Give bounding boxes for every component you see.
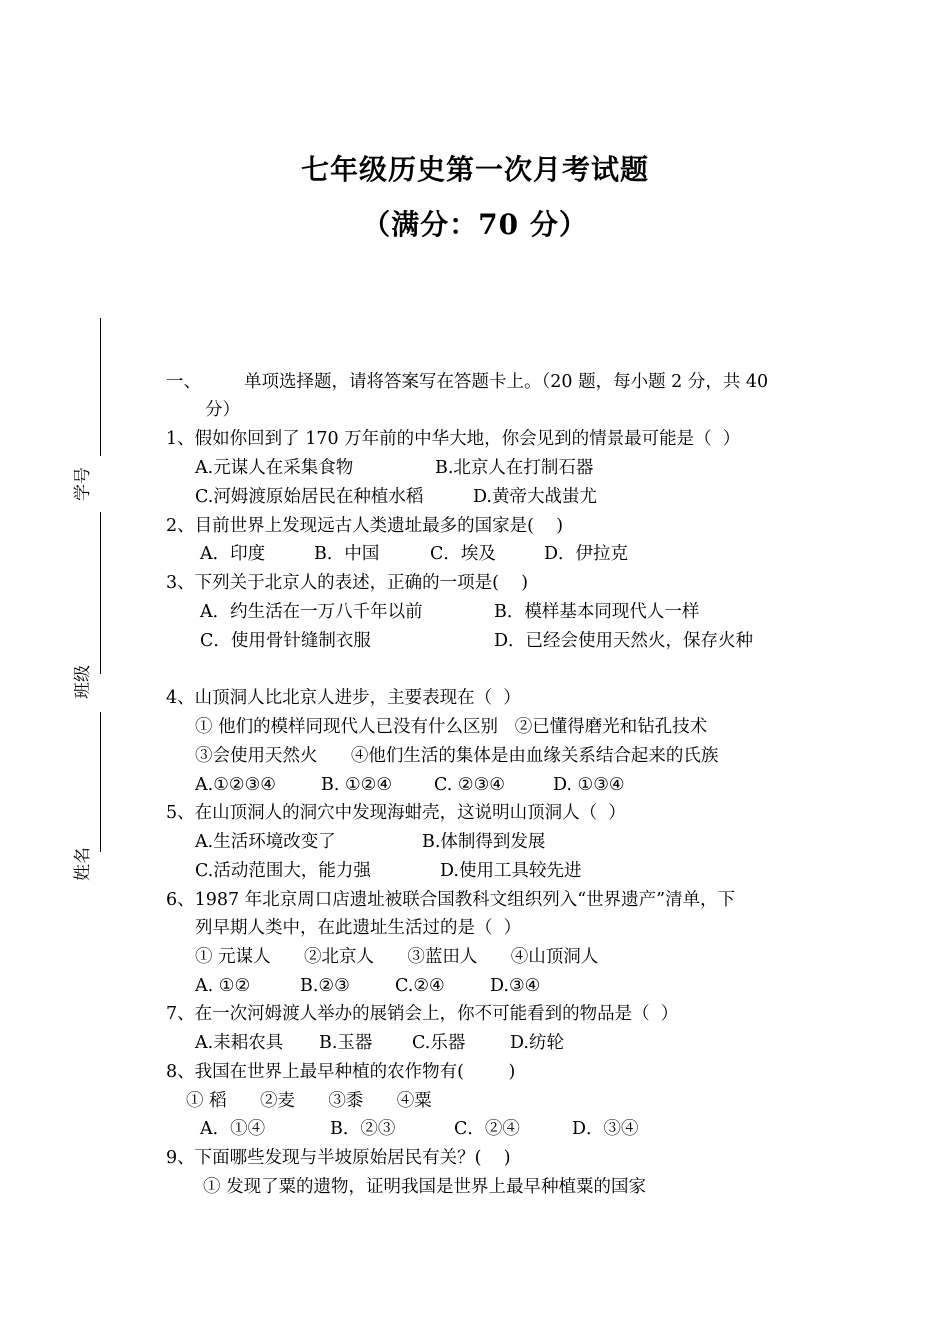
page-subtitle: （满分：70 分）: [362, 208, 588, 241]
option-c: C．②④: [454, 1119, 520, 1139]
option-c: C．埃及: [430, 544, 496, 564]
option-b: B.玉器: [319, 1033, 373, 1053]
option-a: A．印度: [200, 544, 266, 564]
option-b: B.体制得到发展: [422, 832, 546, 852]
option-a: A.耒耜农具: [195, 1033, 284, 1053]
section-number: 一、: [166, 372, 201, 392]
option-a: A.元谋人在采集食物: [195, 458, 354, 478]
name-line: [100, 712, 101, 852]
student-id-label: 学号: [73, 467, 93, 501]
option-b: B．模样基本同现代人一样: [494, 602, 700, 622]
option-a: A．①④: [200, 1119, 266, 1139]
option-d: D. ①③④: [553, 775, 625, 795]
question-item: ① 元谋人 ②北京人 ③蓝田人 ④山顶洞人: [195, 947, 599, 967]
question-stem: 4、山顶洞人比北京人进步，主要表现在（ ）: [166, 688, 521, 708]
option-c: C. ②③④: [434, 775, 505, 795]
class-line: [100, 512, 101, 674]
option-c: C.活动范围大，能力强: [195, 861, 371, 881]
option-d: D.纺轮: [510, 1033, 564, 1053]
section-heading: 单项选择题，请将答案写在答题卡上。（20 题，每小题 2 分，共 40: [244, 372, 769, 392]
question-stem: 5、在山顶洞人的洞穴中发现海蚶壳，这说明山顶洞人（ ）: [166, 803, 626, 823]
option-c: C．使用骨针缝制衣服: [200, 631, 371, 651]
option-b: B．②③: [330, 1119, 396, 1139]
question-stem: 3、下列关于北京人的表述，正确的一项是( ): [166, 573, 529, 593]
question-stem: 1、假如你回到了 170 万年前的中华大地，你会见到的情景最可能是（ ）: [166, 429, 741, 449]
option-b: B.北京人在打制石器: [435, 458, 594, 478]
option-d: D.黄帝大战蚩尤: [473, 487, 597, 507]
option-d: D．③④: [572, 1119, 639, 1139]
option-c: C.②④: [395, 976, 445, 996]
question-item: ① 发现了粟的遗物，证明我国是世界上最早种植粟的国家: [203, 1177, 647, 1197]
option-b: B. ①②④: [321, 775, 393, 795]
question-item: ① 稻 ②麦 ③黍 ④粟: [186, 1091, 432, 1111]
question-item: ③会使用天然火 ④他们生活的集体是由血缘关系结合起来的氏族: [195, 746, 719, 766]
option-a: A.①②③④: [195, 775, 276, 795]
question-stem: 6、1987 年北京周口店遗址被联合国教科文组织列入“世界遗产”清单，下: [166, 890, 736, 910]
option-a: A.生活环境改变了: [195, 832, 336, 852]
option-a: A. ①②: [195, 976, 251, 996]
question-stem: 9、下面哪些发现与半坡原始居民有关？( ): [166, 1148, 511, 1168]
question-stem: 7、在一次河姆渡人举办的展销会上，你不可能看到的物品是（ ）: [166, 1004, 679, 1024]
section-heading-cont: 分）: [205, 400, 240, 420]
option-a: A．约生活在一万八千年以前: [200, 602, 423, 622]
name-label: 姓名: [73, 847, 93, 881]
page-title: 七年级历史第一次月考试题: [300, 153, 649, 186]
option-c: C.河姆渡原始居民在种植水稻: [195, 487, 424, 507]
student-id-line: [100, 318, 101, 456]
option-b: B.②③: [300, 976, 350, 996]
question-stem-cont: 列早期人类中，在此遗址生活过的是（ ）: [195, 918, 522, 938]
option-d: D．伊拉克: [544, 544, 629, 564]
question-item: ① 他们的模样同现代人已没有什么区别 ②已懂得磨光和钻孔技术: [195, 717, 708, 737]
option-d: D.③④: [490, 976, 541, 996]
option-d: D．已经会使用天然火，保存火种: [494, 631, 754, 651]
option-d: D.使用工具较先进: [440, 861, 582, 881]
option-c: C.乐器: [412, 1033, 466, 1053]
option-b: B．中国: [314, 544, 380, 564]
question-stem: 8、我国在世界上最早种植的农作物有( ): [166, 1062, 516, 1082]
question-stem: 2、目前世界上发现远古人类遗址最多的国家是( ): [166, 516, 564, 536]
class-label: 班级: [73, 665, 93, 699]
